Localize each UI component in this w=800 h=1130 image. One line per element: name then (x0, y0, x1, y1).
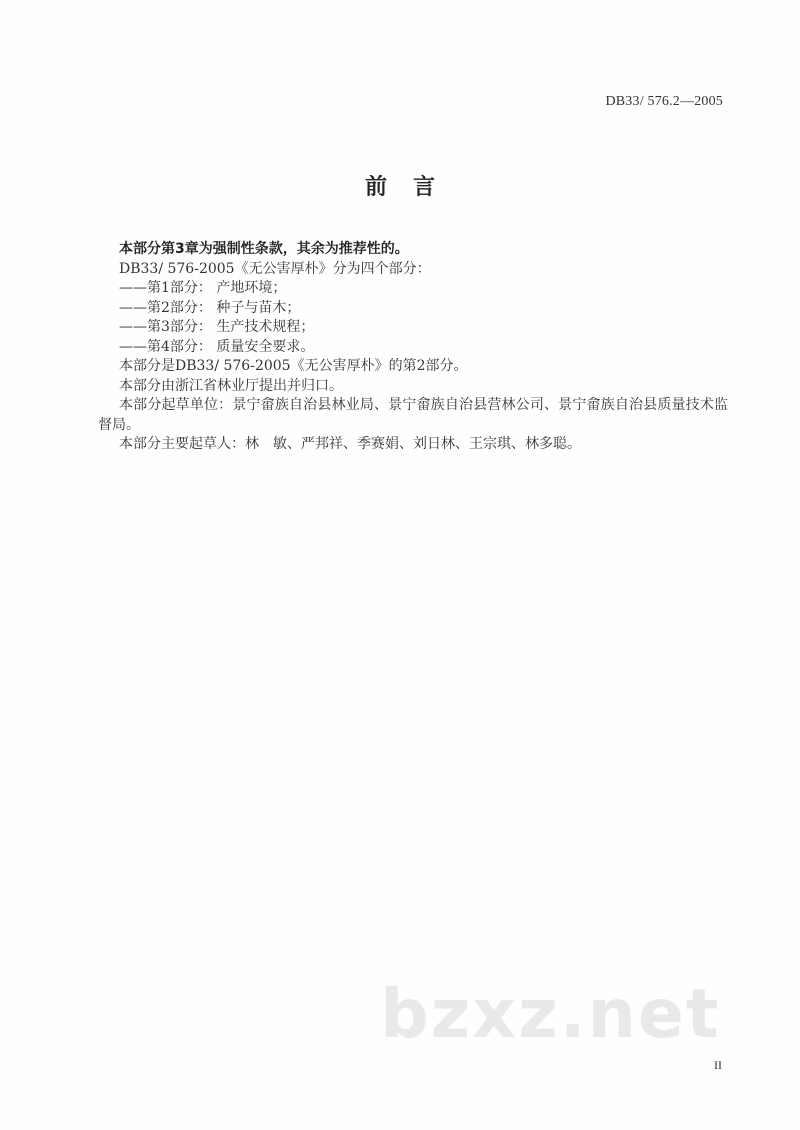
parts-intro: DB33/ 576-2005《无公害厚朴》分为四个部分： (119, 260, 431, 277)
part-statement: 本部分是DB33/ 576-2005《无公害厚朴》的第2部分。 (119, 358, 468, 374)
drafters: 本部分主要起草人：林 敏、严邦祥、季赛娟、刘日林、王宗琪、林多聪。 (119, 436, 581, 452)
part-4-item: ——第4部分： 质量安全要求。 (119, 338, 315, 355)
proposer-statement: 本部分由浙江省林业厅提出并归口。 (119, 377, 343, 394)
part-1-item: ——第1部分： 产地环境； (119, 280, 287, 296)
drafting-units: 本部分起草单位：景宁畲族自治县林业局、景宁畲族自治县营林公司、景宁畲族自治县质量技术监督局。 (98, 397, 728, 433)
page-number: II (714, 1058, 722, 1072)
part-2-item: ——第2部分： 种子与苗木； (119, 299, 301, 316)
site-watermark: bzxz.net (380, 975, 721, 1054)
foreword-body (98, 240, 728, 455)
page-title: 前言 (364, 175, 461, 200)
document-number: DB33/ 576.2—2005 (605, 94, 723, 109)
part-3-item: ——第3部分： 生产技术规程； (119, 319, 315, 335)
mandatory-clause-statement: 本部分第3章为强制性条款，其余为推荐性的。 (119, 241, 409, 257)
